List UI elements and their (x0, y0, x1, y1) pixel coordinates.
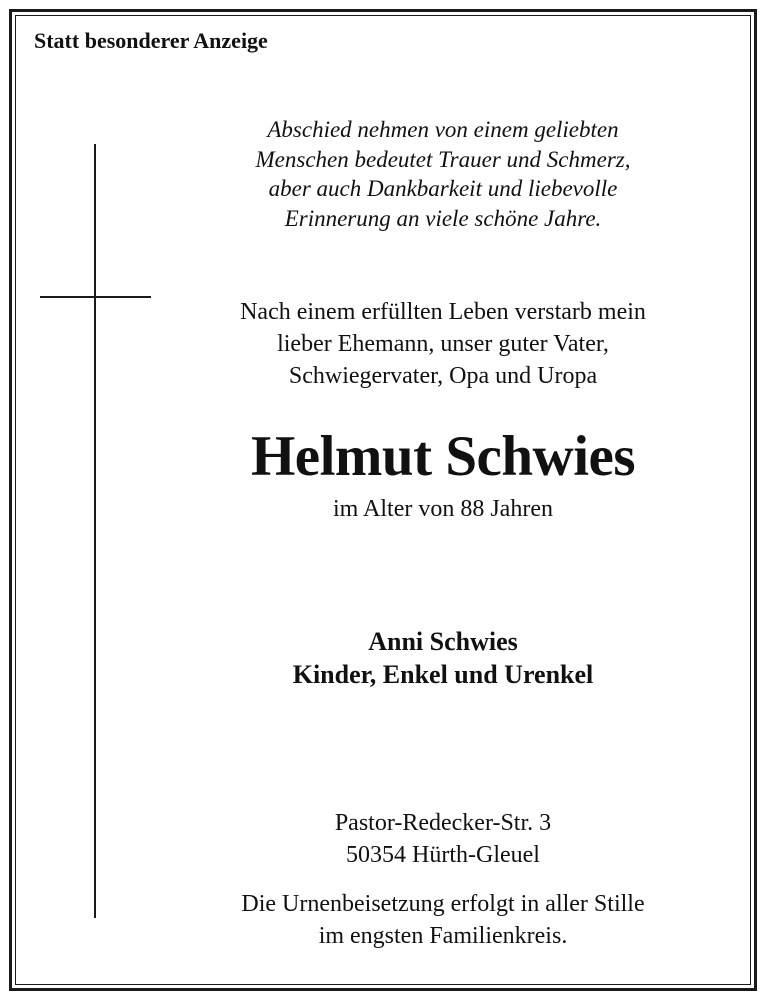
burial-line: im engsten Familienkreis. (318, 923, 568, 949)
address-street: Pastor-Redecker-Str. 3 (334, 810, 552, 836)
burial-line: Die Urnenbeisetzung erfolgt in aller Stille (241, 891, 645, 917)
quote-line: aber auch Dankbarkeit und liebevolle (268, 176, 618, 201)
announcement-line: lieber Ehemann, unser guter Vater, (277, 331, 609, 357)
mourners-signature (160, 625, 726, 691)
address (160, 807, 726, 871)
notice-heading: Statt besonderer Anzeige (34, 28, 268, 53)
quote-line: Abschied nehmen von einem geliebten (267, 117, 619, 142)
memorial-quote (160, 115, 726, 233)
cross-vertical-beam (94, 144, 96, 918)
quote-line: Menschen bedeutet Trauer und Schmerz, (255, 146, 631, 172)
burial-notice (160, 888, 726, 952)
age-text: im Alter von 88 Jahren (333, 496, 553, 522)
deceased-name: Helmut Schwies (250, 425, 636, 488)
death-announcement (160, 296, 726, 392)
mourner-name: Anni Schwies (368, 627, 518, 656)
mourner-family: Kinder, Enkel und Urenkel (292, 660, 594, 689)
cross-horizontal-beam (40, 296, 151, 298)
quote-line: Erinnerung an viele schöne Jahre. (284, 205, 602, 231)
announcement-line: Schwiegervater, Opa und Uropa (288, 363, 598, 389)
announcement-line: Nach einem erfüllten Leben verstarb mein (240, 299, 646, 325)
address-city: 50354 Hürth-Gleuel (346, 842, 540, 868)
